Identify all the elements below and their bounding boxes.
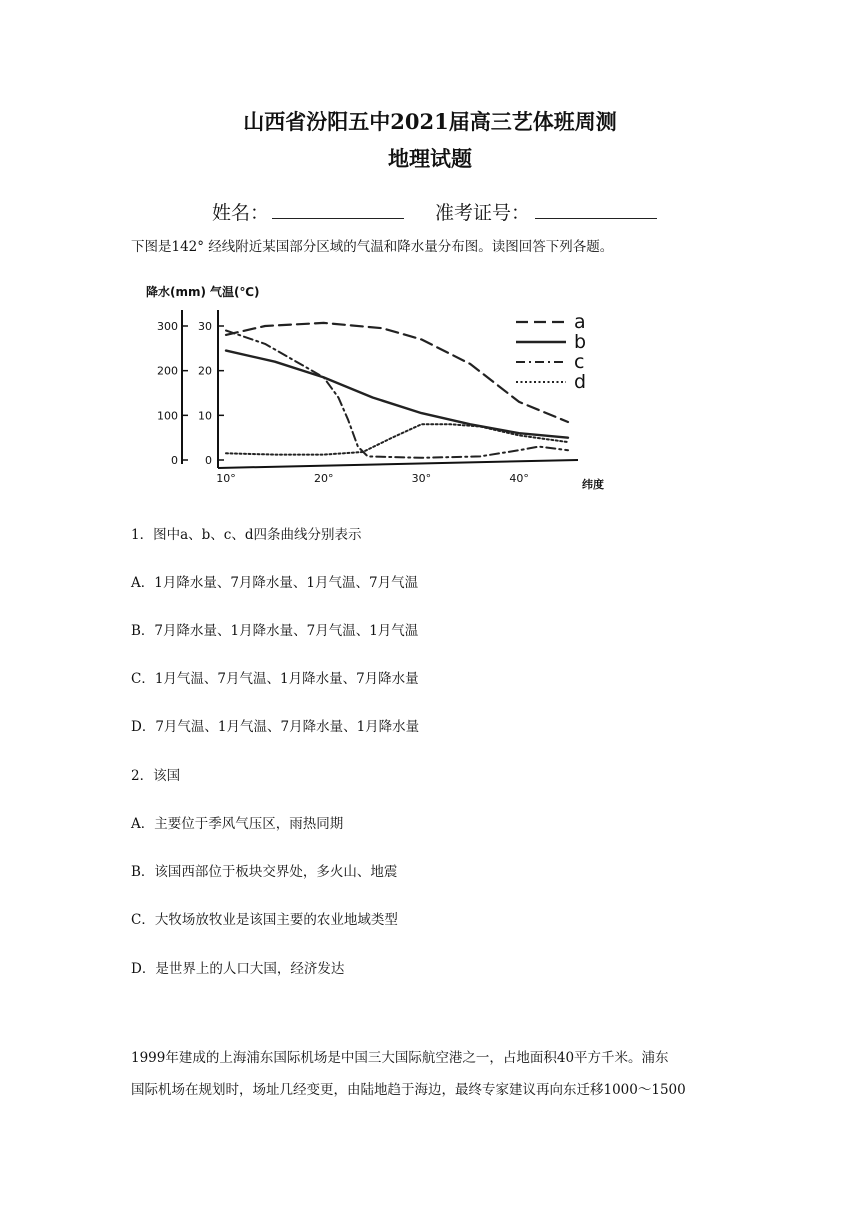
y-left-tick-label: 300 (157, 320, 178, 333)
q2-option-a[interactable]: A．主要位于季风气压区，雨热同期 (131, 816, 344, 832)
y-right-axis-label: 气温(℃) (210, 285, 260, 299)
series-line-a (226, 323, 568, 422)
series-line-c (226, 331, 568, 458)
q1-option-d[interactable]: D．7月气温、1月气温、7月降水量、1月降水量 (131, 719, 420, 735)
x-tick-label: 20° (313, 472, 334, 485)
y-right-tick-label: 0 (205, 454, 212, 467)
y-right-tick-label: 10 (198, 409, 212, 423)
passage-line-2: 国际机场在规划时，场址几经变更，由陆地趋于海边，最终专家建议再向东迁移1000～1500 (131, 1082, 686, 1098)
x-axis-label: 纬度 (582, 478, 604, 491)
y-left-axis-label: 降水(mm) (146, 285, 206, 299)
x-tick-label: 10° (216, 472, 236, 485)
name-label: 姓名： (212, 202, 270, 224)
q1-option-c[interactable]: C．1月气温、7月气温、1月降水量、7月降水量 (131, 671, 419, 687)
page-subtitle: 地理试题 (388, 146, 472, 171)
legend-label-c: c (574, 351, 585, 373)
q2-option-d[interactable]: D．是世界上的人口大国，经济发达 (131, 961, 345, 977)
q1-stem: 1．图中a、b、c、d四条曲线分别表示 (131, 527, 362, 543)
series-line-b (226, 351, 568, 438)
chart-legend (516, 311, 586, 393)
exam-id-blank[interactable] (535, 198, 657, 219)
q1-option-b[interactable]: B．7月降水量、1月降水量、7月气温、1月气温 (131, 623, 419, 639)
y-left-tick-label: 200 (157, 364, 178, 378)
chart-ticks (157, 320, 529, 485)
x-tick-label: 40° (509, 472, 529, 485)
x-axis-line (218, 460, 578, 468)
intro-text: 下图是142° 经线附近某国部分区域的气温和降水量分布图。读图回答下列各题。 (131, 239, 614, 255)
name-blank[interactable] (272, 198, 404, 219)
q2-stem: 2．该国 (131, 768, 181, 784)
passage-line-1: 1999年建成的上海浦东国际机场是中国三大国际航空港之一，占地面积40平方千米。浦东 (131, 1050, 669, 1066)
exam-id-label: 准考证号： (435, 202, 531, 224)
y-left-tick-label: 0 (171, 454, 178, 467)
q1-option-a[interactable]: A．1月降水量、7月降水量、1月气温、7月气温 (131, 575, 419, 591)
temperature-precipitation-chart (138, 272, 686, 494)
x-tick-label: 30° (411, 472, 432, 485)
y-right-tick-label: 20 (198, 364, 212, 378)
page-title: 山西省汾阳五中2021届高三艺体班周测 (243, 109, 617, 134)
legend-label-b: b (574, 331, 587, 353)
chart-axes (146, 284, 604, 491)
legend-label-a: a (574, 311, 586, 333)
legend-label-d: d (574, 371, 587, 393)
q2-option-c[interactable]: C．大牧场放牧业是该国主要的农业地域类型 (131, 912, 398, 928)
q2-option-b[interactable]: B．该国西部位于板块交界处，多火山、地震 (131, 864, 398, 880)
y-right-tick-label: 30 (198, 320, 212, 333)
y-left-tick-label: 100 (157, 409, 178, 423)
